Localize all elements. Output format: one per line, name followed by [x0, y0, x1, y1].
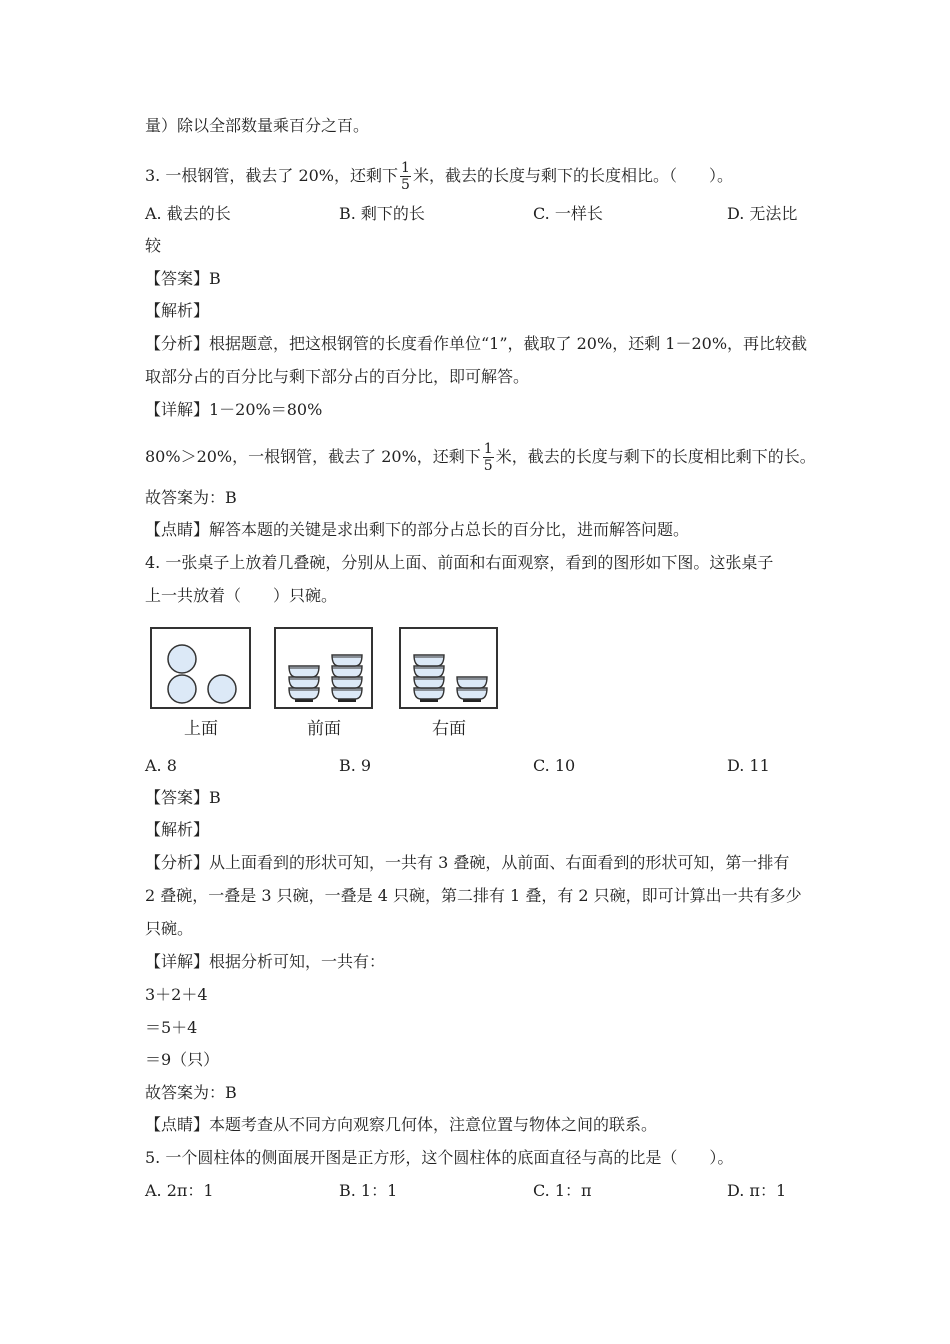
q4-calc-1: 3＋2＋4	[145, 985, 208, 1004]
fraction-denominator: 5	[401, 177, 410, 193]
q5-option-a: A. 2π：1	[145, 1181, 214, 1200]
q4-answer: 【答案】B	[145, 788, 221, 807]
q3-option-d-cont: 较	[145, 236, 162, 255]
right-view-box	[399, 627, 498, 709]
top-view-drawing	[152, 629, 253, 711]
question-4-stem-1: 4. 一张桌子上放着几叠碗，分别从上面、前面和右面观察，看到的图形如下图。这张桌子	[145, 553, 774, 572]
q3-option-a: A. 截去的长	[145, 204, 231, 223]
label-front-view: 前面	[307, 719, 341, 739]
q3-option-b: B. 剩下的长	[339, 204, 425, 223]
fraction-one-fifth	[483, 441, 494, 474]
top-view-box	[150, 627, 251, 709]
label-top-view: 上面	[184, 719, 218, 739]
q4-analysis-1: 【分析】从上面看到的形状可知，一共有 3 叠碗，从前面、右面看到的形状可知，第一排有	[145, 853, 790, 872]
q4-analysis-3: 只碗。	[145, 919, 194, 938]
fraction-numerator: 1	[483, 441, 493, 457]
q4-option-c: C. 10	[533, 756, 576, 775]
q4-jiexi-label: 【解析】	[145, 820, 210, 839]
q3-answer: 【答案】B	[145, 269, 221, 288]
q4-final-answer: 故答案为：B	[145, 1083, 237, 1102]
question-5-stem: 5. 一个圆柱体的侧面展开图是正方形，这个圆柱体的底面直径与高的比是（ ）。	[145, 1148, 734, 1167]
q4-calc-3: ＝9（只）	[145, 1050, 220, 1069]
q5-option-d: D. π：1	[727, 1181, 787, 1200]
question-3-stem	[145, 160, 733, 193]
q3-option-d: D. 无法比	[727, 204, 798, 223]
q3-final-answer: 故答案为：B	[145, 488, 237, 507]
plate-circle	[168, 675, 196, 703]
front-view-drawing	[276, 629, 375, 711]
fraction-one-fifth	[400, 160, 411, 193]
q3-option-c: C. 一样长	[533, 204, 603, 223]
q4-option-d: D. 11	[727, 756, 770, 775]
q4-option-a: A. 8	[145, 756, 177, 775]
q4-calc-2: ＝5＋4	[145, 1018, 198, 1037]
question-3-text-a: 3. 一根钢管，截去了 20%，还剩下	[145, 166, 399, 185]
q3-detail-text-a: 80%＞20%，一根钢管，截去了 20%，还剩下	[145, 447, 481, 466]
q4-analysis-2: 2 叠碗，一叠是 3 只碗，一叠是 4 只碗，第二排有 1 叠，有 2 只碗，即可计算出一共有多少	[145, 886, 802, 905]
label-right-view: 右面	[432, 719, 466, 739]
fraction-denominator: 5	[483, 458, 493, 474]
q5-option-b: B. 1：1	[339, 1181, 398, 1200]
q3-detail: 【详解】1－20%＝80%	[145, 400, 323, 419]
q3-jiexi-label: 【解析】	[145, 301, 210, 320]
q3-detail-line	[145, 441, 816, 474]
text-line: 量）除以全部数量乘百分之百。	[145, 116, 370, 135]
plate-circle	[168, 645, 196, 673]
question-3-text-b: 米，截去的长度与剩下的长度相比。（ ）。	[412, 166, 733, 185]
q5-option-c: C. 1：π	[533, 1181, 592, 1200]
q3-analysis-1: 【分析】根据题意，把这根钢管的长度看作单位“1”，截取了 20%，还剩 1－20%，再比较截	[145, 334, 808, 353]
question-4-stem-2: 上一共放着（ ）只碗。	[145, 586, 338, 605]
front-view-box	[274, 627, 373, 709]
q4-option-b: B. 9	[339, 756, 372, 775]
plate-circle	[208, 675, 236, 703]
right-view-drawing	[401, 629, 500, 711]
q4-detail: 【详解】根据分析可知，一共有：	[145, 952, 386, 971]
fraction-numerator: 1	[401, 160, 410, 176]
q3-analysis-2: 取部分占的百分比与剩下部分占的百分比，即可解答。	[145, 367, 530, 386]
q3-tip: 【点睛】解答本题的关键是求出剩下的部分占总长的百分比，进而解答问题。	[145, 520, 690, 539]
q4-tip: 【点睛】本题考查从不同方向观察几何体，注意位置与物体之间的联系。	[145, 1115, 658, 1134]
q3-detail-text-b: 米，截去的长度与剩下的长度相比剩下的长。	[495, 447, 816, 466]
